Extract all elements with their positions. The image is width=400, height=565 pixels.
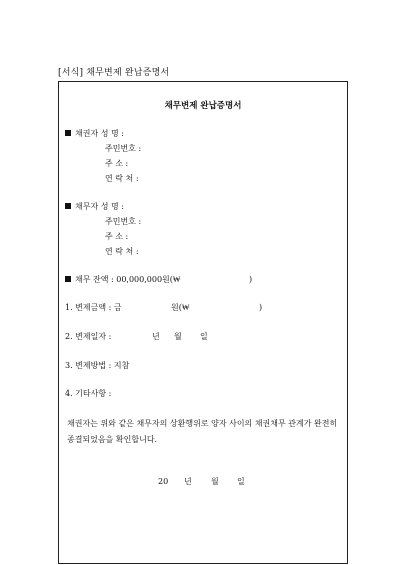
repay-date-year: 년 xyxy=(152,332,160,341)
square-bullet-icon xyxy=(65,130,71,136)
repay-date-month: 월 xyxy=(174,332,182,341)
creditor-name-label: 채권자 성 명 : xyxy=(75,129,124,138)
debtor-address-label: 주 소 : xyxy=(105,232,129,241)
debtor-id-label: 주민번호 : xyxy=(105,217,142,226)
debtor-name-label: 채무자 성 명 : xyxy=(75,202,124,211)
confirmation-statement: 채권자는 위와 같은 채무자의 상환행위로 양자 사이의 채권채무 관계가 완전히 종결되었음을 확인합니다. xyxy=(67,419,338,444)
square-bullet-icon xyxy=(65,203,71,209)
other-remarks-label: 4. 기타사항 : xyxy=(65,389,112,398)
date-line-day: 일 xyxy=(237,477,245,486)
creditor-name-row xyxy=(65,129,124,139)
date-line-year: 년 xyxy=(184,477,192,486)
repay-amount-label: 1. 변제금액 : 금 xyxy=(65,303,122,312)
debt-balance-close: ) xyxy=(249,275,253,284)
repay-date-label: 2. 변제일자 : xyxy=(65,332,112,341)
certificate-form xyxy=(58,81,348,564)
creditor-id-label: 주민번호 : xyxy=(105,144,142,153)
repay-amount-close: ) xyxy=(259,303,263,312)
repay-amount-won: 원(₩ xyxy=(171,303,190,312)
date-line-prefix: 20 xyxy=(158,477,169,486)
date-line-month: 월 xyxy=(211,477,219,486)
debt-balance-row xyxy=(65,275,180,285)
debtor-name-row xyxy=(65,202,124,212)
creditor-address-label: 주 소 : xyxy=(105,159,129,168)
debtor-contact-label: 연 락 처 : xyxy=(105,247,139,256)
form-caption: [서식] 채무변제 완납증명서 xyxy=(58,68,170,78)
debt-balance-label: 채무 잔액 : 00,000,000원(₩ xyxy=(75,275,181,284)
repay-method: 3. 변제방법 : 지참 xyxy=(65,361,130,370)
square-bullet-icon xyxy=(65,276,71,282)
creditor-contact-label: 연 락 처 : xyxy=(105,174,139,183)
repay-date-day: 일 xyxy=(200,332,208,341)
document-title: 채무변제 완납증명서 xyxy=(164,101,242,111)
